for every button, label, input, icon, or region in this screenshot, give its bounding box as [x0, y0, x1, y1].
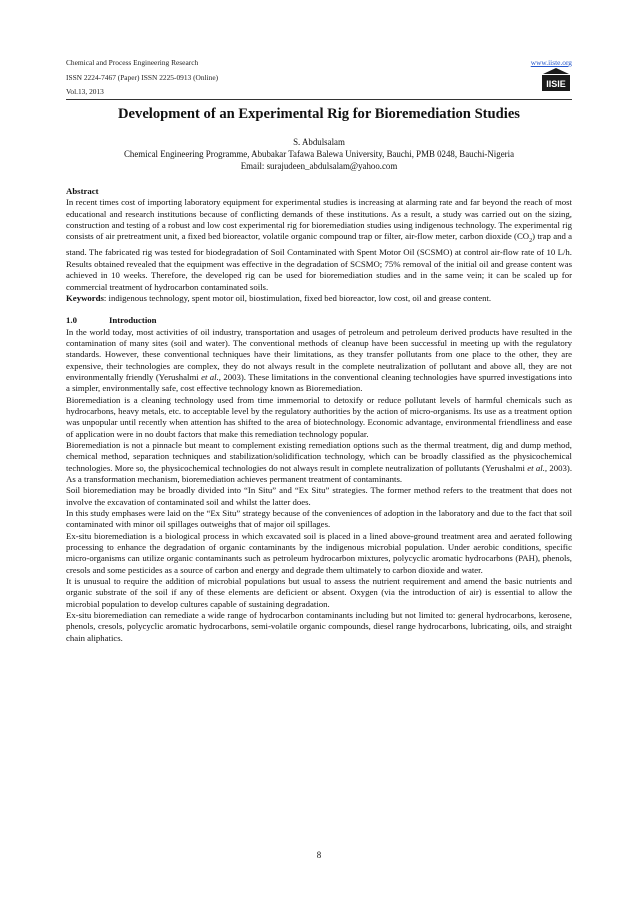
keywords: Keywords: indigenous technology, spent motor oil, biostimulation, fixed bed bioreactor, low cost, oil and grease content.: [66, 292, 492, 303]
author-email: Email: surajudeen_abdulsalam@yahoo.com: [240, 161, 398, 171]
issn-line: ISSN 2224-7467 (Paper) ISSN 2225-0913 (Online): [66, 73, 219, 82]
intro-paragraph-6: Ex-situ bioremediation is a biological process in which excavated soil is placed in a lined above-ground treatment area and aerated following processing to enhance the degradation of organic contaminants by the indigenous microbial population. Under aerobic conditions, specific micro-organisms can utilize organic contaminants such as petroleum hydrocarbon mixtures, polycyclic aromatic hydrocarbons (PAH), phenols, cresols and some pesticides as a source of carbon and energy and degrade them ultimately to carbon dioxide and water.: [66, 530, 572, 575]
section-heading-introduction: 1.0 Introduction: [66, 315, 157, 326]
journal-url-link[interactable]: www.iiste.org: [530, 58, 572, 67]
author: S. Abdulsalam: [293, 137, 345, 147]
abstract-text: In recent times cost of importing laboratory equipment for experimental studies is increasing at alarming rate and far beyond the reach of most educational and research institutions because of conflicting demands of these institutions. As a result, a study was carried out on the sizing, construction and testing of a robust and low cost experimental rig for bioremediation studies using indigenous technology. The experimental rig consists of air pretreatment unit, a fixed bed bioreactor, volatile organic compound trap or filter, air-flow meter, carbon dioxide $(CO_2)$ trap and a stand. The fabricated rig was tested for biodegradation of Soil Contaminated with Spent Motor Oil (SCSMO) at control air-flow rate of 10 L/h. Results obtained revealed that the equipment was effective in the degradation of SCSMO; 75% removal of the initial oil and grease content was achieved in 10 weeks. Therefore, the developed rig can be used for bioremediation studies and in the same vein; it can be scaled up for commercial treatment of hydrocarbon contaminated soils.: [66, 197, 572, 292]
intro-paragraph-5: In this study emphases were laid on the “Ex Situ” strategy because of the conveniences of adoption in the laboratory and due to the fact that soil contaminated with minor oil spillages outweighs that of major oil spillages.: [66, 508, 572, 530]
page-number: 8: [316, 850, 322, 860]
intro-paragraph-3: Bioremediation is not a pinnacle but meant to complement existing remediation options such as the thermal treatment, dig and dump method, chemical method, separation techniques and stabilization/solidification technology, which can be broadly classified as the physicochemical technologies. More so, the physicochemical technologies do not always result in complete neutralization of pollutants (Yerushalmi et al., 2003). As a transformation mechanism, bioremediation achieves permanent treatment of contaminants.: [66, 439, 573, 484]
intro-paragraph-1: In the world today, most activities of oil industry, transportation and usages of petroleum and petroleum derived products have resulted in the contamination of many sites (soil and water). The conventional methods of cleanup have been successful in meeting up with the regulatory standards. However, these conventional techniques have their limitations, as they transfer pollutants from one place to the other, they are expensive, their technologies are complex, they do not always result in the complete neutralization of pollutant and above all, they are not environmentally friendly (Yerushalmi et al., 2003). These limitations in the conventional cleaning technologies have spurred investigations into a simpler, environmentally safe, cost effective technology known as Bioremediation.: [66, 326, 572, 394]
intro-paragraph-2: Bioremediation is a cleaning technology used from time immemorial to detoxify or reduce pollutant levels of harmful chemicals such as hydrocarbons, heavy metals, etc. to acceptable level by the regulatory authorities by the action of micro-organisms. Its use as a treatment option was unpopular until recently when attention has shifted to the area of biotechnology. Economic advantage, environmental friendliness and ease of application were in no doubt factors that make this remediation technology popular.: [66, 394, 572, 439]
iiste-logo-icon: [541, 67, 571, 92]
abstract-heading: Abstract: [66, 186, 99, 196]
affiliation: Chemical Engineering Programme, Abubakar Tafawa Balewa University, Bauchi, PMB 0248, Bauchi-Nigeria: [123, 149, 515, 159]
logo-text: IISIE: [546, 79, 566, 89]
header-rule: [66, 99, 572, 100]
intro-paragraph-8: Ex-situ bioremediation can remediate a wide range of hydrocarbon contaminants including but not limited to: general hydrocarbons, kerosene, phenols, cresols, polycyclic aromatic hydrocarbons, semi-volatile organic compounds, diesel range hydrocarbons, lubricating, oils, and straight chain aliphatics.: [66, 610, 572, 643]
intro-paragraph-7: It is unusual to require the addition of microbial populations but usual to assess the nutrient requirement and amend the basic nutrients and organic substrate of the soil if any of these elements are deficient or absent. Oxygen (via the introduction of air) is essential to allow the microbial population to develop cultures capable of sustaining degradation.: [66, 576, 572, 609]
volume-line: Vol.13, 2013: [66, 87, 104, 96]
paper-body: [66, 186, 572, 644]
paper-title: Development of an Experimental Rig for Bioremediation Studies: [118, 106, 520, 122]
intro-paragraph-4: Soil bioremediation may be broadly divided into “In Situ” and “Ex Situ” strategies. The former method refers to the treatment that does not involve the excavation of contaminated soil and whilst the latter does.: [66, 485, 572, 507]
journal-name: Chemical and Process Engineering Research: [66, 58, 199, 67]
